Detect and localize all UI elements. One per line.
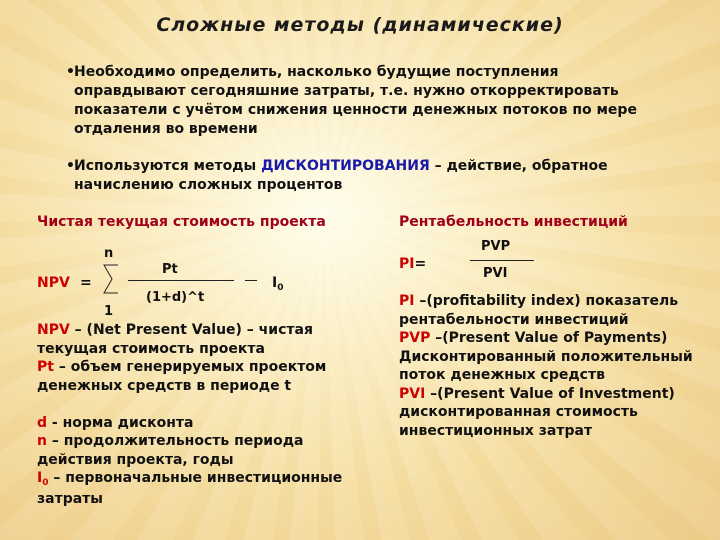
def-key: d (37, 414, 48, 431)
pi-equals: = (414, 256, 427, 272)
npv-initial-investment (272, 275, 283, 291)
npv-equals: = (80, 275, 92, 291)
def-text: –(Present Value of Investment) дисконтированная стоимость инвестиционных затрат (399, 385, 675, 439)
def-text: –(Present Value of Payments) Дисконтированный положительный поток денежных средств (399, 330, 693, 383)
pi-denominator: PVI (483, 266, 508, 281)
def-d (37, 414, 377, 433)
pi-numerator: PVP (481, 239, 511, 254)
npv-formula-label: NPV (37, 275, 70, 291)
def-text: – продолжительность периода действия проекта, годы (37, 433, 304, 468)
pi-key: PI (399, 256, 415, 272)
bullet-dot: • (66, 64, 75, 80)
npv-denominator: (1+d)^t (146, 290, 205, 305)
npv-definitions (37, 321, 377, 508)
def-pvi (399, 385, 699, 441)
def-text: –(profitability index) показатель рентабельности инвестиций (399, 293, 679, 328)
def-pt (37, 358, 377, 395)
def-key: I (37, 470, 43, 486)
bullet-dot: • (66, 158, 75, 174)
pi-heading: Рентабельность инвестиций (399, 214, 628, 230)
io-subscript: 0 (277, 283, 284, 293)
def-key: NPV (37, 322, 70, 338)
def-npv (37, 321, 377, 358)
def-key: PI (399, 293, 415, 309)
def-pi (399, 292, 699, 329)
def-text: – первоначальные инвестиционные затраты (37, 470, 343, 507)
npv-numerator: Pt (162, 262, 178, 277)
npv-fraction-line (128, 280, 234, 281)
bullet-text: Необходимо определить, насколько будущие поступления оправдывают сегодняшние затраты, т.е. нужно откорректировать показатели с учётом снижения ценности денежных потоков по мере отдаления во времени (74, 64, 637, 137)
sum-upper-limit: n (104, 246, 114, 261)
def-text: – (Net Present Value) – чистая текущая стоимость проекта (37, 322, 313, 357)
bullet-highlight: ДИСКОНТИРОВАНИЯ (261, 158, 430, 174)
def-text: – объем генерируемых проектом денежных средств в периоде t (37, 359, 327, 394)
bullet-future-income (66, 63, 674, 139)
npv-heading: Чистая текущая стоимость проекта (37, 214, 326, 230)
bullet-discounting (66, 157, 674, 195)
def-n (37, 432, 377, 469)
page-title: Сложные методы (динамические) (156, 14, 564, 36)
def-key: PVI (399, 385, 426, 402)
spacer (37, 395, 377, 414)
pi-formula-label (399, 256, 426, 272)
def-pvp (399, 329, 699, 385)
def-io (37, 469, 377, 508)
io-letter: I (272, 275, 278, 291)
def-key-subscript: 0 (42, 478, 49, 488)
npv-minus-sign (245, 280, 257, 281)
sum-lower-limit: 1 (104, 304, 114, 319)
pi-definitions (399, 292, 699, 440)
def-key: PVP (399, 330, 431, 346)
bullet-text-pre: Используются методы (74, 158, 262, 174)
def-key: Pt (37, 359, 54, 375)
def-key: n (37, 433, 47, 449)
pi-fraction-line (470, 260, 534, 261)
sigma-icon (100, 262, 122, 296)
bullet-text-post: – действие, обратное начислению сложных процентов (74, 158, 608, 193)
def-text: - норма дисконта (47, 414, 194, 431)
